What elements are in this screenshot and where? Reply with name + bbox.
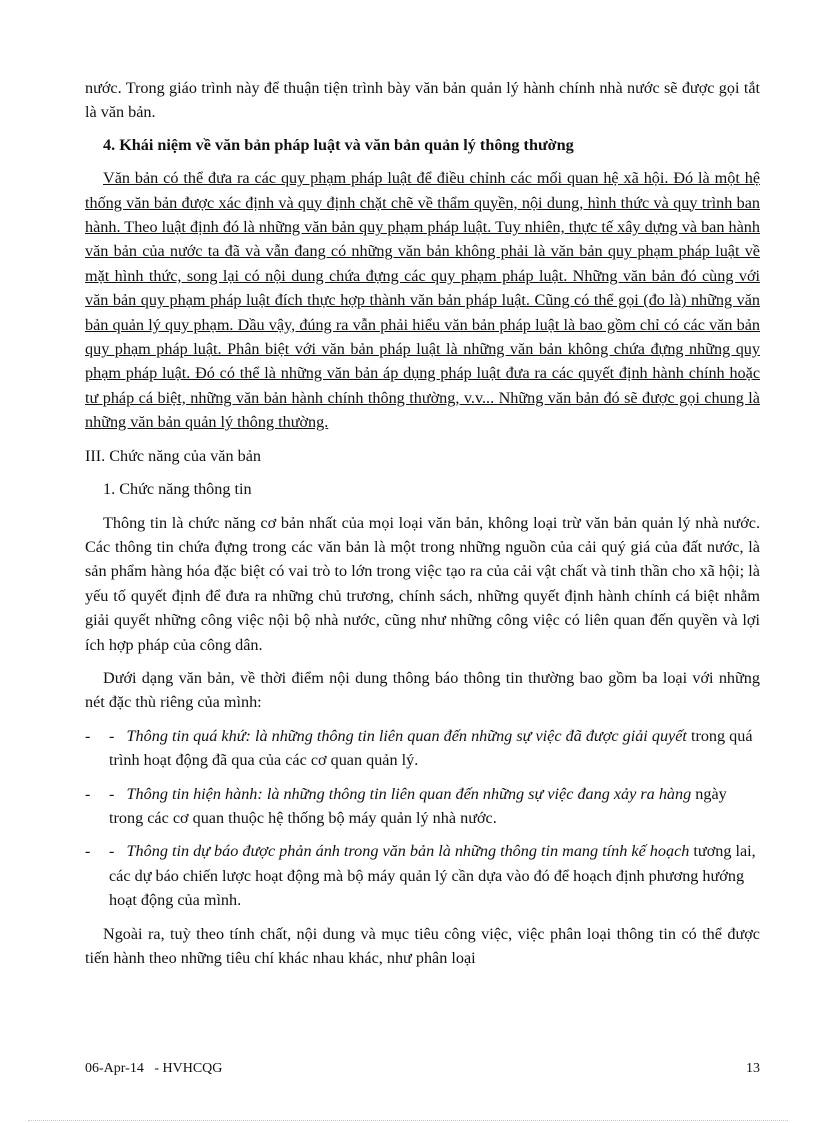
list-bullet: -	[85, 784, 91, 803]
section-4-heading	[85, 133, 760, 157]
list-item-italic: Thông tin dự báo được phản ánh trong văn bản là những thông tin mang tính kế hoạch	[126, 842, 690, 861]
list-item-current-information	[85, 782, 760, 831]
list-item-italic: Thông tin hiện hành: là những thông tin liên quan đến những sự việc đang xảy ra hàng	[126, 784, 692, 803]
page-number: 13	[746, 1061, 760, 1076]
list-item-italic: Thông tin quá khứ: là những thông tin liên quan đến những sự việc đã được giải quyết	[126, 726, 687, 745]
list-item-text: trong quá trình hoạt động đã qua của các cơ quan quản lý.	[109, 726, 753, 770]
list-item-forecast-information	[85, 839, 760, 912]
paragraph-information-types: Dưới dạng văn bản, về thời điểm nội dung thông báo thông tin thường bao gồm ba loại với những nét đặc thù riêng của mình:	[85, 668, 760, 712]
paragraph-information-function: Thông tin là chức năng cơ bản nhất của mọi loại văn bản, không loại trừ văn bản quản lý nhà nước. Các thông tin chứa đựng trong các văn bản là một trong những nguồn của cải quý giá của đất nước, là sản phẩm hàng hóa đặc biệt có vai trò to lớn trong việc tạo ra của cải vật chất và tinh thần cho xã hội; là yếu tố quyết định để đưa ra những chủ trương, chính sách, những quyết định hành chính cá biệt nhằm giải quyết những công việc nội bộ nhà nước, cũng như những công việc có liên quan đến quyền và lợi ích hợp pháp của công dân.	[85, 513, 760, 654]
paragraph-additional-classification: Ngoài ra, tuỳ theo tính chất, nội dung và mục tiêu công việc, việc phân loại thông tin có thể được tiến hành theo những tiêu chí khác nhau khác, như phân loại	[85, 924, 760, 967]
list-inner-dash: -	[109, 726, 115, 745]
intro-paragraph: nước. Trong giáo trình này để thuận tiện trình bày văn bản quản lý hành chính nhà nước sẽ được gọi tắt là văn bản.	[85, 79, 760, 122]
document-page	[85, 76, 760, 970]
list-bullet: -	[85, 842, 91, 861]
page-bottom-divider	[28, 1120, 788, 1121]
list-inner-dash: -	[109, 842, 115, 861]
list-item-past-information	[85, 724, 760, 773]
chapter-3-heading: III. Chức năng của văn bản	[85, 446, 261, 465]
footer-source: - HVHCQG	[154, 1061, 223, 1076]
section-4-heading-text: 4. Khái niệm về văn bản pháp luật và văn bản quản lý thông thường	[103, 135, 574, 154]
footer-left	[85, 1060, 222, 1078]
list-bullet: -	[85, 726, 91, 745]
section-4-body: Văn bản có thể đưa ra các quy phạm pháp luật để điều chỉnh các mối quan hệ xã hội. Đó là một hệ thống văn bản được xác định và quy định chặt chẽ về thẩm quyền, nội dung, hình thức và quy trình ban hành. Theo luật định đó là những văn bản quy phạm pháp luật. Tuy nhiên, thực tế xây dựng và ban hành văn bản của nước ta đã và vẫn đang có những văn bản không phải là văn bản quy phạm pháp luật về mặt hình thức, song lại có nội dung chứa đựng các quy phạm pháp luật. Những văn bản đó cùng với văn bản quy phạm pháp luật đích thực hợp thành văn bản pháp luật. Cũng có thể gọi (đo là) những văn bản quản lý quy phạm. Dầu vậy, đúng ra vẫn phải hiểu văn bản pháp luật là bao gồm chỉ có các văn bản quy phạm pháp luật. Phân biệt với văn bản pháp luật là những văn bản không chứa đựng những quy phạm pháp luật. Đó có thể là những văn bản áp dụng pháp luật đưa ra các quyết định hành chính hoặc tư pháp cá biệt, những văn bản hành chính thông thường, v.v... Những văn bản đó sẽ được gọi chung là những văn bản quản lý thông thường.	[85, 169, 760, 432]
list-inner-dash: -	[109, 784, 115, 803]
footer-date: 06-Apr-14	[85, 1061, 144, 1076]
subsection-1-heading: 1. Chức năng thông tin	[103, 480, 252, 499]
list-item-text: tương lai, các dự báo chiến lược hoạt động mà bộ máy quản lý cần dựa vào đó để hoạch định phương hướng hoạt động của mình.	[109, 842, 756, 910]
list-item-text: ngày trong các cơ quan thuộc hệ thống bộ máy quản lý nhà nước.	[109, 784, 727, 827]
